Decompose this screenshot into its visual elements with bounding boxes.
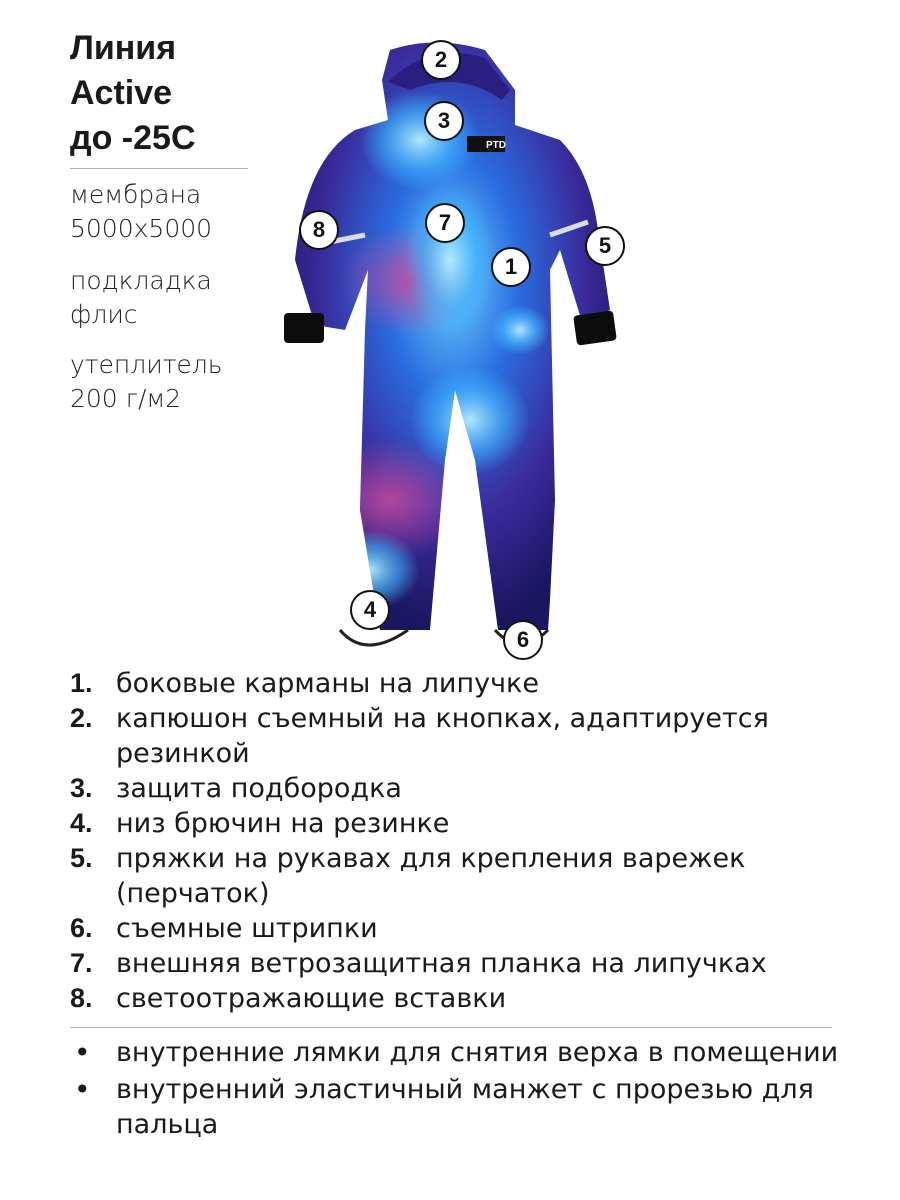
spec-value: 200 г/м2	[70, 384, 182, 413]
spec-value: 5000х5000	[70, 214, 213, 243]
item-text: низ брючин на резинке	[116, 808, 450, 839]
item-text: съемные штрипки	[116, 913, 378, 944]
item-number: 3.	[70, 773, 93, 803]
list-item	[70, 911, 850, 946]
title-line-2: Active	[70, 74, 173, 112]
title-divider	[70, 168, 248, 169]
item-text: боковые карманы на липучке	[116, 668, 539, 699]
list-item	[70, 1072, 850, 1142]
list-item	[70, 806, 850, 841]
item-text: капюшон съемный на кнопках, адаптируется резинкой	[116, 703, 769, 769]
marker-2: 2	[421, 40, 461, 80]
extra-features-list	[70, 1035, 850, 1144]
chest-label-text: PTD	[486, 140, 506, 151]
list-item	[70, 1035, 850, 1070]
spec-membrane	[70, 178, 212, 246]
item-text: внутренний эластичный манжет с прорезью для пальца	[116, 1074, 814, 1140]
spec-insulation	[70, 348, 223, 416]
item-number: 7.	[70, 948, 93, 978]
item-number: 4.	[70, 808, 93, 838]
marker-4: 4	[350, 590, 390, 630]
marker-5: 5	[585, 226, 625, 266]
item-text: защита подбородка	[116, 773, 402, 804]
list-item	[70, 946, 850, 981]
item-number: 8.	[70, 983, 93, 1013]
marker-1: 1	[491, 247, 531, 287]
snowsuit-product-image	[270, 30, 650, 670]
item-number: 1.	[70, 668, 93, 698]
spec-lining	[70, 264, 212, 332]
spec-value: флис	[70, 300, 138, 329]
marker-8: 8	[299, 210, 339, 250]
item-text: светоотражающие вставки	[116, 983, 507, 1014]
list-item	[70, 841, 850, 911]
list-item	[70, 701, 850, 771]
item-text: внутренние лямки для снятия верха в помещении	[116, 1037, 839, 1068]
spec-label: подкладка	[70, 266, 212, 295]
item-number: 2.	[70, 703, 93, 733]
marker-6: 6	[503, 620, 543, 660]
marker-3: 3	[424, 101, 464, 141]
product-line-title	[70, 26, 300, 161]
list-item	[70, 981, 850, 1016]
item-text: внешняя ветрозащитная планка на липучках	[116, 948, 767, 979]
spec-label: мембрана	[70, 180, 202, 209]
marker-7: 7	[425, 203, 465, 243]
item-number: 6.	[70, 913, 93, 943]
list-item	[70, 771, 850, 806]
title-line-1: Линия	[70, 29, 177, 67]
item-number: 5.	[70, 843, 93, 873]
feature-list	[70, 666, 850, 1016]
item-text: пряжки на рукавах для крепления варежек (перчаток)	[116, 843, 746, 909]
bullet-icon: •	[74, 1036, 91, 1069]
list-item	[70, 666, 850, 701]
title-line-3: до -25С	[70, 119, 196, 157]
spec-label: утеплитель	[70, 350, 223, 379]
list-divider	[70, 1027, 832, 1028]
bullet-icon: •	[74, 1073, 91, 1106]
